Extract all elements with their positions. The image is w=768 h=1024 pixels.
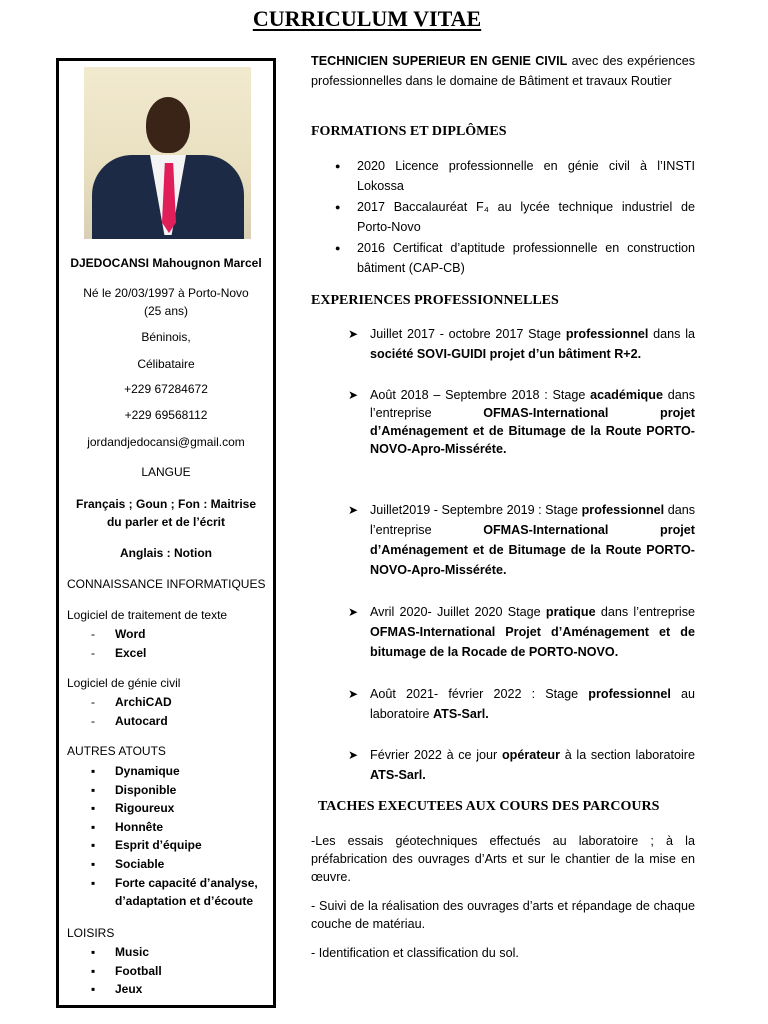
exp-bold: professionnel (565, 327, 649, 341)
exp-text: dans l’entreprise (370, 503, 696, 537)
birth-line1: Né le 20/03/1997 à Porto-Novo (83, 286, 249, 300)
intro-paragraph (311, 51, 695, 91)
list-item: - ArchiCAD (91, 693, 271, 712)
exp-text: Août 2018 – Septembre 2018 : Stage (370, 388, 591, 402)
loisirs-list (91, 943, 271, 999)
list-item: ▪ Forte capacité d’analyse, d’adaptation et d’écoute (91, 874, 271, 911)
exp-bold: pratique (545, 605, 596, 619)
list-item: ▪ Disponible (91, 781, 271, 800)
arrow-bullet-icon: ➤ (348, 748, 359, 762)
experience-item (348, 602, 695, 662)
formations-heading: FORMATIONS ET DIPLÔMES (311, 124, 507, 139)
exp-bold: société SOVI-GUIDI projet d’un bâtiment R+2. (370, 347, 642, 361)
list-item: ▪ Football (91, 962, 271, 981)
list-item: ▪ Jeux (91, 980, 271, 999)
civil-software-heading: Logiciel de génie civil (67, 676, 181, 690)
list-item: - Word (91, 625, 271, 644)
anglais: Anglais : Notion (120, 546, 212, 560)
arrow-bullet-icon: ➤ (348, 503, 359, 517)
experience-item (348, 745, 695, 785)
exp-bold: professionnel (581, 503, 665, 517)
list-item: ▪ Dynamique (91, 762, 271, 781)
exp-text: dans l’entreprise (595, 605, 696, 619)
exp-bold: OFMAS-International projet d’Aménagement et de Bitumage de la Route PORTO-NOVO-Apro-Misséréte. (370, 406, 695, 456)
arrow-bullet-icon: ➤ (348, 388, 359, 402)
cv-title-text: CURRICULUM VITAE (252, 6, 482, 31)
exp-text: dans la (648, 327, 695, 341)
photo-head (146, 97, 190, 153)
sidebar (56, 58, 276, 1008)
list-item: - Autocard (91, 712, 271, 731)
experiences-heading: EXPERIENCES PROFESSIONNELLES (311, 293, 559, 308)
arrow-bullet-icon: ➤ (348, 327, 359, 341)
marital-status: Célibataire (137, 357, 195, 371)
profile-photo (84, 67, 251, 239)
exp-bold: OFMAS-International projet d’Aménagement et de Bitumage de la Route PORTO-NOVO-Apro-Misséréte. (370, 523, 695, 577)
email[interactable]: jordandjedocansi@gmail.com (87, 435, 245, 449)
formation-item: ● 2016 Certificat d’aptitude professionnelle en construction bâtiment (CAP-CB) (332, 238, 695, 278)
intro-title: TECHNICIEN SUPERIEUR EN GENIE CIVIL (311, 54, 568, 68)
list-item: ▪ Sociable (91, 855, 271, 874)
exp-text: Août 2021- février 2022 : Stage (370, 687, 589, 701)
list-item: ▪ Honnête (91, 818, 271, 837)
atouts-heading: AUTRES ATOUTS (67, 744, 166, 758)
exp-bold: ATS-Sarl. (433, 707, 489, 721)
exp-bold: professionnel (588, 687, 671, 701)
exp-bold: académique (590, 388, 663, 402)
tache-item: -Les essais géotechniques effectués au laboratoire ; à la préfabrication des ouvrages d’Arts et sur le chantier de la mise en œuvre. (311, 834, 695, 884)
arrow-bullet-icon: ➤ (348, 687, 359, 701)
intro-text: avec des expériences professionnelles dans le domaine de Bâtiment et travaux Routier (311, 54, 696, 88)
nationality: Béninois, (141, 330, 191, 344)
atouts-list (91, 762, 271, 911)
experience-item (348, 386, 695, 458)
exp-text: Juillet2019 - Septembre 2019 : Stage (370, 503, 582, 517)
experience-item (348, 324, 695, 364)
candidate-name: DJEDOCANSI Mahougnon Marcel (70, 256, 262, 270)
exp-text: Juillet 2017 - octobre 2017 Stage (370, 327, 566, 341)
cv-title (0, 6, 734, 32)
tache-item: - Identification et classification du sol. (311, 946, 519, 960)
list-item: ▪ Music (91, 943, 271, 962)
list-item: ▪ Esprit d’équipe (91, 836, 271, 855)
experience-item (348, 684, 695, 724)
loisirs-heading: LOISIRS (67, 926, 115, 940)
formations-list (332, 156, 695, 279)
list-item: - Excel (91, 644, 271, 663)
info-heading: CONNAISSANCE INFORMATIQUES (67, 577, 266, 591)
phone-2: +229 69568112 (124, 408, 208, 422)
experience-item (348, 500, 695, 580)
exp-text: Avril 2020- Juillet 2020 Stage (370, 605, 546, 619)
exp-bold: OFMAS-International Projet d’Aménagement et de bitumage de la Rocade de PORTO-NOVO. (370, 625, 695, 659)
langue-heading: LANGUE (141, 465, 191, 479)
exp-text: Février 2022 à ce jour (370, 748, 502, 762)
exp-text: dans l’entreprise (370, 388, 696, 420)
exp-bold: ATS-Sarl. (370, 768, 426, 782)
langues-line1: Français ; Goun ; Fon : Maitrise (75, 497, 257, 511)
formation-item: ● 2020 Licence professionnelle en génie civil à l’INSTI Lokossa (332, 156, 695, 196)
birth-line2: (25 ans) (143, 304, 189, 318)
phone-1: +229 67284672 (124, 382, 208, 396)
text-software-list (91, 625, 271, 662)
list-item: ▪ Rigoureux (91, 799, 271, 818)
civil-software-list (91, 693, 271, 730)
exp-text: au laboratoire (370, 687, 695, 721)
exp-bold: opérateur (501, 748, 561, 762)
tache-item: - Suivi de la réalisation des ouvrages d’arts et répandage de chaque couche de matériau. (311, 899, 695, 931)
langues-line2: du parler et de l’écrit (106, 515, 226, 529)
taches-heading: TACHES EXECUTEES AUX COURS DES PARCOURS (318, 799, 660, 814)
formation-item: ● 2017 Baccalauréat F₄ au lycée technique industriel de Porto-Novo (332, 197, 695, 237)
text-software-heading: Logiciel de traitement de texte (67, 608, 228, 622)
arrow-bullet-icon: ➤ (348, 605, 359, 619)
exp-text: à la section laboratoire (560, 748, 695, 762)
